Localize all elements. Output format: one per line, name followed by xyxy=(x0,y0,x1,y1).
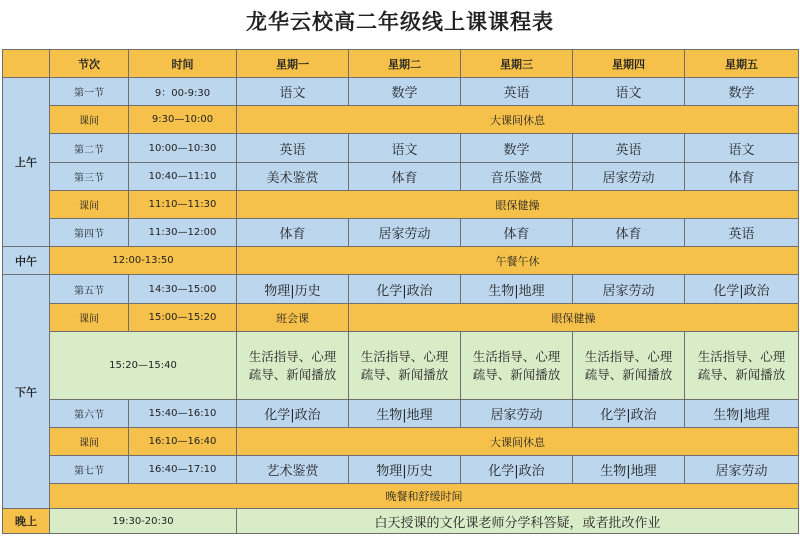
header-day: 星期一 xyxy=(237,50,349,78)
header-time: 时间 xyxy=(129,50,237,78)
guidance-line: 疏导、新闻播放 xyxy=(360,366,449,382)
header-day: 星期四 xyxy=(573,50,685,78)
guidance-cell xyxy=(685,332,799,400)
subject-cell: 音乐鉴赏 xyxy=(461,163,573,191)
break-note: 眼保健操 xyxy=(237,191,799,219)
period-label: 第六节 xyxy=(50,400,129,428)
section-noon: 中午 xyxy=(3,247,50,275)
guidance-line: 疏导、新闻播放 xyxy=(248,366,337,382)
period-label: 第一节 xyxy=(50,78,129,106)
section-morning: 上午 xyxy=(3,78,50,247)
subject-cell: 英语 xyxy=(573,134,685,163)
period-label: 第四节 xyxy=(50,219,129,247)
subject-cell: 化学|政治 xyxy=(573,400,685,428)
subject-cell: 化学|政治 xyxy=(237,400,349,428)
subject-cell: 体育 xyxy=(573,219,685,247)
period-time: 11:30—12:00 xyxy=(129,219,237,247)
period-label: 第三节 xyxy=(50,163,129,191)
guidance-line: 疏导、新闻播放 xyxy=(697,366,786,382)
subject-cell: 生物|地理 xyxy=(685,400,799,428)
subject-cell: 数学 xyxy=(349,78,461,106)
header-blank xyxy=(3,50,50,78)
break-note: 大课间休息 xyxy=(237,106,799,134)
period-label: 第五节 xyxy=(50,275,129,304)
break-note: 眼保健操 xyxy=(349,304,799,332)
table-row xyxy=(3,191,799,219)
page-title: 龙华云校高二年级线上课课程表 xyxy=(246,10,554,34)
subject-cell: 英语 xyxy=(685,219,799,247)
evening-time: 19:30-20:30 xyxy=(50,509,237,534)
break-time: 9:30—10:00 xyxy=(129,106,237,134)
header-section: 节次 xyxy=(50,50,129,78)
subject-cell: 体育 xyxy=(349,163,461,191)
subject-cell: 化学|政治 xyxy=(349,275,461,304)
subject-cell: 居家劳动 xyxy=(573,163,685,191)
header-day: 星期三 xyxy=(461,50,573,78)
schedule-table xyxy=(2,49,799,534)
period-time: 16:40—17:10 xyxy=(129,456,237,484)
table-row xyxy=(3,163,799,191)
table-row xyxy=(3,428,799,456)
table-row xyxy=(3,219,799,247)
subject-cell: 居家劳动 xyxy=(685,456,799,484)
subject-cell: 体育 xyxy=(685,163,799,191)
subject-cell: 体育 xyxy=(237,219,349,247)
subject-cell: 物理|历史 xyxy=(237,275,349,304)
subject-cell: 生物|地理 xyxy=(349,400,461,428)
subject-cell: 生物|地理 xyxy=(461,275,573,304)
header-day: 星期二 xyxy=(349,50,461,78)
subject-cell: 数学 xyxy=(461,134,573,163)
guidance-line: 生活指导、心理 xyxy=(472,348,561,364)
break-label: 课间 xyxy=(50,106,129,134)
table-row xyxy=(3,106,799,134)
break-label: 课间 xyxy=(50,304,129,332)
subject-cell: 语文 xyxy=(573,78,685,106)
guidance-cell xyxy=(573,332,685,400)
period-time: 14:30—15:00 xyxy=(129,275,237,304)
break-label: 课间 xyxy=(50,428,129,456)
subject-cell: 化学|政治 xyxy=(461,456,573,484)
table-row xyxy=(3,275,799,304)
table-row xyxy=(3,304,799,332)
subject-cell: 居家劳动 xyxy=(461,400,573,428)
noon-time: 12:00-13:50 xyxy=(50,247,237,275)
guidance-cell xyxy=(349,332,461,400)
table-row xyxy=(3,134,799,163)
period-time: 10:40—11:10 xyxy=(129,163,237,191)
period-label: 第二节 xyxy=(50,134,129,163)
break-label: 课间 xyxy=(50,191,129,219)
guidance-line: 疏导、新闻播放 xyxy=(472,366,561,382)
subject-cell: 语文 xyxy=(349,134,461,163)
subject-cell: 体育 xyxy=(461,219,573,247)
break-note: 大课间休息 xyxy=(237,428,799,456)
subject-cell: 语文 xyxy=(685,134,799,163)
subject-cell: 数学 xyxy=(685,78,799,106)
guidance-line: 生活指导、心理 xyxy=(248,348,337,364)
period-time: 9：00-9:30 xyxy=(129,78,237,106)
section-evening: 晚上 xyxy=(3,509,50,534)
noon-note: 午餐午休 xyxy=(237,247,799,275)
homeroom-cell: 班会课 xyxy=(237,304,349,332)
subject-cell: 物理|历史 xyxy=(349,456,461,484)
table-row xyxy=(3,332,799,400)
header-day: 星期五 xyxy=(685,50,799,78)
subject-cell: 居家劳动 xyxy=(573,275,685,304)
subject-cell: 居家劳动 xyxy=(349,219,461,247)
guidance-cell xyxy=(461,332,573,400)
table-row xyxy=(3,247,799,275)
table-row xyxy=(3,78,799,106)
evening-note: 白天授课的文化课老师分学科答疑，或者批改作业 xyxy=(237,509,799,534)
break-time: 16:10—16:40 xyxy=(129,428,237,456)
break-time: 15:00—15:20 xyxy=(129,304,237,332)
dinner-note: 晚餐和舒缓时间 xyxy=(50,484,799,509)
period-time: 15:40—16:10 xyxy=(129,400,237,428)
section-afternoon: 下午 xyxy=(3,275,50,509)
guidance-line: 生活指导、心理 xyxy=(360,348,449,364)
subject-cell: 生物|地理 xyxy=(573,456,685,484)
subject-cell: 语文 xyxy=(237,78,349,106)
guidance-time: 15:20—15:40 xyxy=(50,332,237,400)
subject-cell: 艺术鉴赏 xyxy=(237,456,349,484)
period-time: 10:00—10:30 xyxy=(129,134,237,163)
header-row xyxy=(3,50,799,78)
subject-cell: 美术鉴赏 xyxy=(237,163,349,191)
table-row xyxy=(3,456,799,484)
break-time: 11:10—11:30 xyxy=(129,191,237,219)
table-row xyxy=(3,509,799,534)
table-row xyxy=(3,400,799,428)
subject-cell: 英语 xyxy=(461,78,573,106)
subject-cell: 化学|政治 xyxy=(685,275,799,304)
guidance-cell xyxy=(237,332,349,400)
table-row xyxy=(3,484,799,509)
subject-cell: 英语 xyxy=(237,134,349,163)
guidance-line: 生活指导、心理 xyxy=(697,348,786,364)
guidance-line: 生活指导、心理 xyxy=(584,348,673,364)
guidance-line: 疏导、新闻播放 xyxy=(584,366,673,382)
period-label: 第七节 xyxy=(50,456,129,484)
